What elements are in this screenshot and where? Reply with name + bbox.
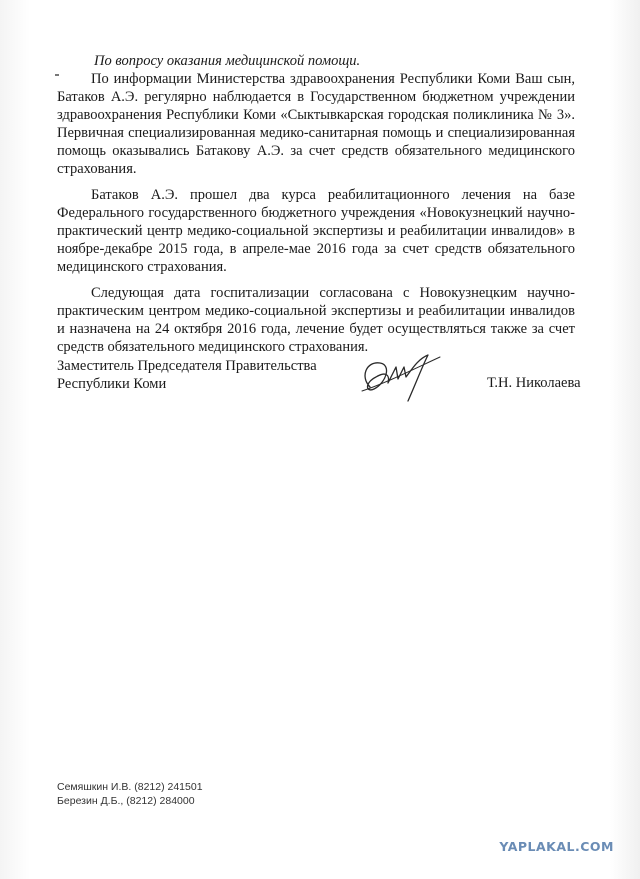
contact-line-2: Березин Д.Б., (8212) 284000 (57, 795, 195, 807)
signer-title-line-1: Заместитель Председателя Правительства (57, 358, 317, 374)
handwritten-signature (356, 347, 446, 407)
paragraph-1: По информации Министерства здравоохранения Республики Коми Ваш сын, Батаков А.Э. регулярно наблюдается в Государственном бюджетном учреждении здравоохранения Республики Коми «Сыктывкарская городская поликлиника № 3». Первичная специализированная медико-санитарная помощь и специализированная помощь оказывались Батакову А.Э. за счет средств обязательного медицинского страхования. (57, 71, 575, 177)
letter-subject: По вопросу оказания медицинской помощи. (94, 53, 361, 69)
paragraph-2: Батаков А.Э. прошел два курса реабилитационного лечения на базе Федерального государственного бюджетного учреждения «Новокузнецкий научно-практический центр медико-социальной экспертизы и реабилитации инвалидов» в ноябре-декабре 2015 года, в апреле-мае 2016 года за счет средств обязательного медицинского страхования. (57, 187, 575, 275)
contact-line-1: Семяшкин И.В. (8212) 241501 (57, 781, 203, 793)
paragraph-3: Следующая дата госпитализации согласована с Новокузнецким научно-практическим центром медико-социальной экспертизы и реабилитации инвалидов и назначена на 24 октября 2016 года, лечение будет осуществляться также за счет средств обязательного медицинского страхования. (57, 285, 575, 355)
contact-info (57, 780, 203, 808)
signer-name: Т.Н. Николаева (487, 375, 581, 391)
signer-title-line-2: Республики Коми (57, 376, 167, 392)
letter-body (57, 70, 575, 356)
signer-title (57, 357, 317, 393)
site-watermark: YAPLAKAL.COM (499, 839, 614, 854)
